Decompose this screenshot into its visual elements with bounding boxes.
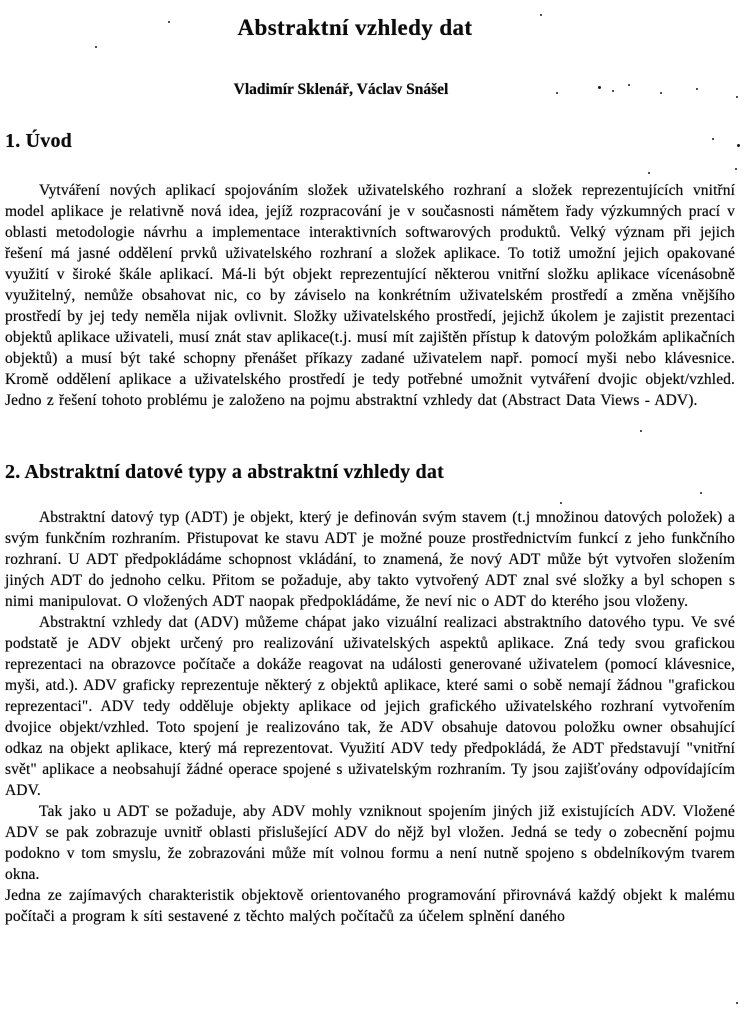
scan-noise-speck [660, 92, 662, 94]
scan-noise-speck [95, 46, 97, 48]
scan-noise-speck [540, 14, 542, 16]
scan-noise-speck [628, 84, 630, 86]
paper-title: Abstraktní vzhledy dat [237, 15, 473, 40]
scan-noise-speck [700, 492, 702, 494]
scan-noise-speck [737, 144, 740, 147]
scan-noise-speck [556, 92, 558, 94]
section-2-paragraph-2: Abstraktní vzhledy dat (ADV) můžeme chápat jako vizuální realizaci abstraktního datového typu. Ve své podstatě je ADV objekt určený pro realizování uživatelských aspektů aplikace. Zná tedy svou grafickou reprezentaci na obrazovce počítače a dokáže reagovat na události generované uživatelem (pomocí klávesnice, myši, atd.). ADV graficky reprezentuje některý z objektů aplikace, které sami o sobě nemají žádnou "grafickou reprezentaci". ADV tedy odděluje objekty aplikace od jejich grafického uživatelského rozhraní vytvořením dvojice objekt/vzhled. Toto spojení je realizováno tak, že ADV obsahuje datovou položku owner obsahující odkaz na objekt aplikace, který má reprezentovat. Využití ADV tedy předpokládá, že ADT představují "vnitřní svět" aplikace a neobsahují žádné operace spojené s uživatelským rozhraním. Ty jsou zajišťovány odpovídajícím ADV. [5, 614, 735, 799]
scan-noise-speck [612, 90, 614, 92]
scan-noise-speck [712, 138, 714, 140]
scan-noise-speck [735, 168, 737, 170]
scan-noise-speck [598, 86, 601, 89]
section-2-paragraph-3: Tak jako u ADT se požaduje, aby ADV mohly vzniknout spojením jiných již existujících ADV. Vložené ADV se pak zobrazuje uvnitř oblasti přislušející ADV do nějž byl vložen. Jedná se tedy o zobecnění pojmu podokno v tom smyslu, že zobrazováni může mít volnou formu a není nutně spojeno s obdelníkovým tvarem okna. [5, 803, 735, 883]
scan-noise-speck [168, 21, 170, 23]
section-2-paragraph-4: Jedna ze zajímavých charakteristik objektově orientovaného programování přirovnává každý objekt k malému počítači a program k síti sestavené z těchto malých počítačů za účelem splnění daného [5, 887, 735, 925]
paper-authors: Vladimír Sklenář, Václav Snášel [233, 81, 449, 98]
scan-noise-speck [736, 1002, 738, 1004]
section-2-heading: 2. Abstraktní datové typy a abstraktní vzhledy dat [5, 461, 444, 483]
scan-noise-speck [560, 502, 562, 504]
scan-noise-speck [648, 172, 650, 174]
section-1-heading: 1. Úvod [5, 130, 72, 152]
scan-noise-speck [736, 96, 738, 98]
section-2-paragraph-1: Abstraktní datový typ (ADT) je objekt, který je definován svým stavem (t.j množinou datových položek) a svým funkčním rozhraním. Přistupovat ke stavu ADT je možné pouze prostřednictvím funkcí z jeho funkčního rozhraní. U ADT předpokládáme schopnost vkládání, to znamená, že nový ADT může být vytvořen složením jiných ADT do jednoho celku. Přitom se požaduje, aby takto vytvořený ADT znal své složky a byl schopen s nimi manipulovat. O vložených ADT naopak předpokládáme, že neví nic o ADT do kterého jsou vloženy. [5, 509, 735, 610]
scan-noise-speck [696, 88, 698, 90]
section-1-paragraph-1: Vytváření nových aplikací spojováním složek uživatelského rozhraní a složek reprezentujících vnitřní model aplikace je relativně nová idea, jejíž rozpracování je v současnosti námětem řady výzkumných prací v oblasti metodologie návrhu a implementace interaktivních softwarových produktů. Velký význam při jejich řešení má jasné oddělení prvků uživatelského rozhraní a složek aplikace. To totiž umožní jejich opakované využití v široké škále aplikací. Má-li být objekt reprezentující některou vnitřní složku aplikace vícenásobně využitelný, nemůže obsahovat nic, co by záviselo na konkrétním uživatelském prostředí a změna vnějšího prostředí by jej tedy neměla nijak ovlivnit. Složky uživatelského prostředí, jejichž úkolem je zajistit prezentaci objektů aplikace uživateli, musí znát stav aplikace(t.j. musí mít zajištěn přístup k datovým položkám aplikačních objektů) a musí být také schopny přenášet příkazy zadané uživatelem např. pomocí myši nebo klávesnice. Kromě oddělení aplikace a uživatelského prostředí je tedy potřebné umožnit vytváření dvojic objekt/vzhled. Jedno z řešení tohoto problému je založeno na pojmu abstraktní vzhledy dat (Abstract Data Views - ADV). [5, 182, 735, 409]
scan-noise-speck [640, 430, 642, 432]
